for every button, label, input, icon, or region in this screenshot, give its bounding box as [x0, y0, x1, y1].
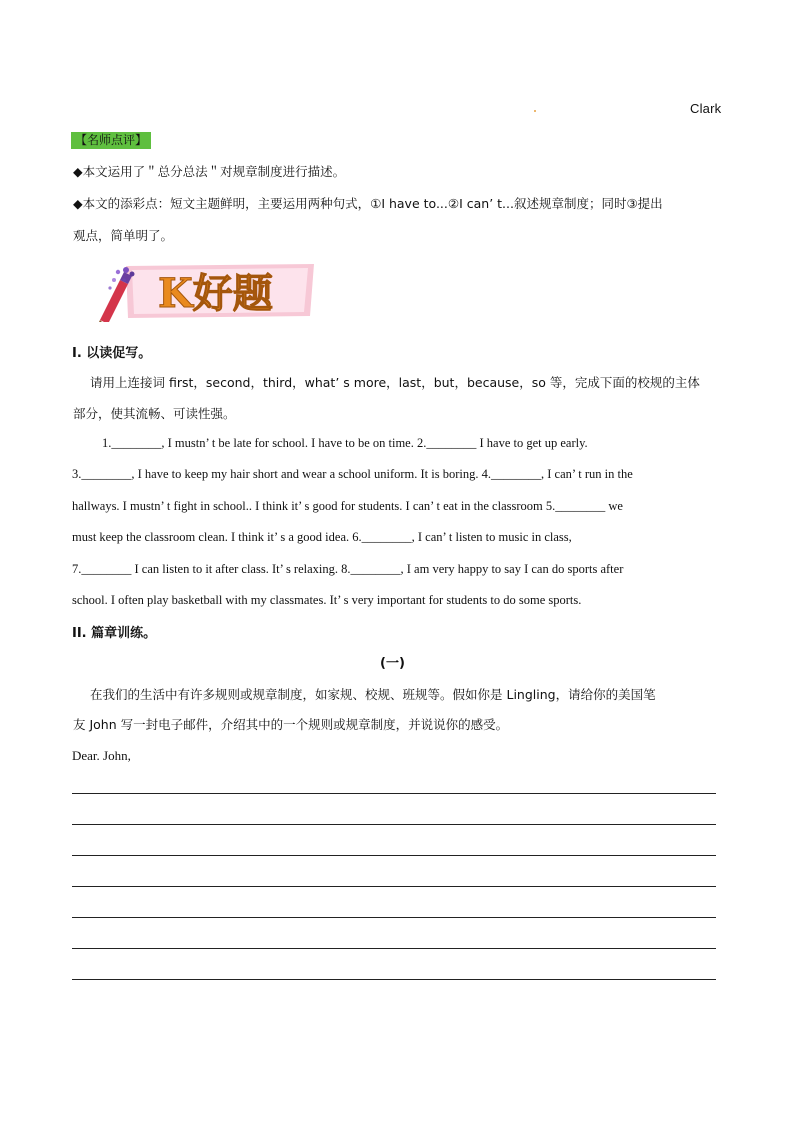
banner-text: K好题 — [158, 270, 273, 317]
writing-line[interactable] — [72, 793, 716, 794]
writing-line[interactable] — [72, 824, 716, 825]
letter-greeting: Dear. John, — [72, 748, 131, 763]
decorative-dot — [534, 110, 536, 112]
header-signature: Clark — [690, 101, 722, 116]
writing-line[interactable] — [72, 917, 716, 918]
section-1-instruction-a: 请用上连接词 first，second，third，what’ s more，last，but，because，so 等，完成下面的校规的主体 — [90, 375, 700, 390]
comment-line-3: 观点，简单明了。 — [73, 228, 174, 243]
section-2-title: II. 篇章训练。 — [72, 626, 157, 641]
exercise-line: 7.________ I can listen to it after class. It’ s relaxing. 8.________, I am very happy to say I can do sports after — [72, 561, 624, 576]
section-2-prompt-b: 友 John 写一封电子邮件，介绍其中的一个规则或规章制度，并说说你的感受。 — [73, 717, 509, 732]
k-good-questions-banner — [88, 260, 316, 322]
exercise-line: 1.________, I mustn’ t be late for school. I have to be on time. 2.________ I have to get up early. — [102, 436, 588, 450]
writing-line[interactable] — [72, 886, 716, 887]
comment-badge: 【名师点评】 — [71, 132, 151, 149]
exercise-line: 3.________, I have to keep my hair short and wear a school uniform. It is boring. 4.________, I can’ t run in the — [72, 467, 633, 482]
writing-line[interactable] — [72, 948, 716, 949]
comment-line-2: ◆本文的添彩点：短文主题鲜明，主要运用两种句式，①I have to...②I can’ t...叙述规章制度；同时③提出 — [73, 196, 663, 211]
fill-in-exercise — [72, 428, 723, 616]
writing-line[interactable] — [72, 979, 716, 980]
pencil-icon — [88, 260, 316, 322]
section-1-title: I. 以读促写。 — [72, 346, 152, 361]
section-2-subtitle: (一) — [380, 656, 405, 671]
exercise-line: must keep the classroom clean. I think it’ s a good idea. 6.________, I can’ t listen to music in class, — [72, 530, 572, 545]
section-2-prompt-a: 在我们的生活中有许多规则或规章制度，如家规、校规、班规等。假如你是 Lingling，请给你的美国笔 — [90, 687, 656, 702]
exercise-line: hallways. I mustn’ t fight in school.. I think it’ s good for students. I can’ t eat in the classroom 5.________ we — [72, 498, 623, 513]
writing-line[interactable] — [72, 855, 716, 856]
comment-line-1: ◆本文运用了＂总分总法＂对规章制度进行描述。 — [73, 164, 346, 179]
exercise-line: school. I often play basketball with my classmates. It’ s very important for students to do some sports. — [72, 593, 582, 608]
section-1-instruction-b: 部分，使其流畅、可读性强。 — [73, 406, 236, 421]
